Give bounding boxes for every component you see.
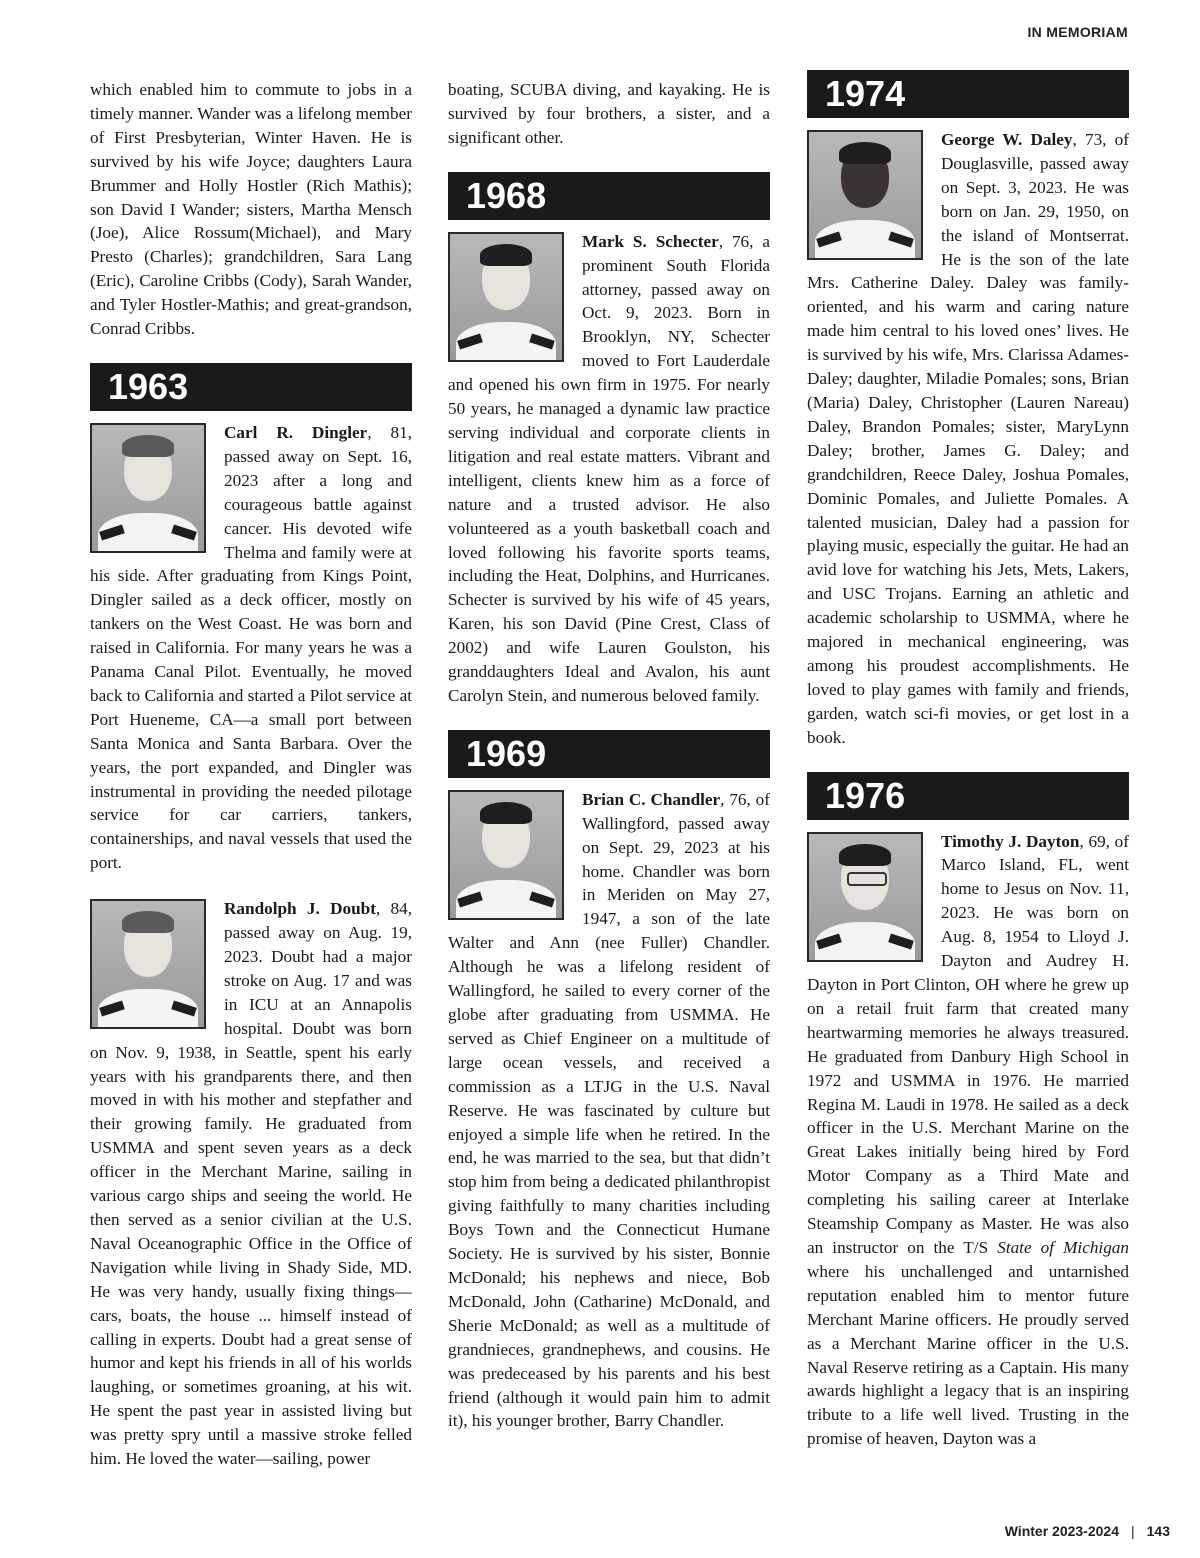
obituary-dayton — [807, 830, 1129, 1452]
obituary-name: Carl R. Dingler — [224, 422, 368, 442]
continued-obituary-text: boating, SCUBA diving, and kayaking. He is survived by four brothers, a sister, and a significant other. — [448, 80, 770, 147]
class-year-1974: 1974 — [807, 70, 1129, 118]
obituary-body: , 76, of Wallingford, passed away on Sept. 29, 2023 at his home. Chandler was born in Meriden on May 27, 1947, a son of the late Walter and Ann (nee Fuller) Chandler. Although he was a lifelong resident of Wallingford, he sailed to every corner of the globe after graduating from USMMA. He served as Chief Engineer on a multitude of large ocean vessels, and received a commission as a LTJG in the U.S. Naval Reserve. He was fascinated by culture but enjoyed a simple life when he retired. In the end, he was married to the sea, but that didn’t stop him from being a dedicated philanthropist giving faithfully to many charities including Boys Town and the Connecticut Humane Society. He is survived by his sister, Bonnie McDonald; his nephews and niece, Bob McDonald, John (Catharine) McDonald, and Sherie McDonald; as well as a multitude of grandnieces, grandnephews, and cousins. He was predeceased by his parents and his best friend (although it would pain him to admit it), his younger brother, Barry Chandler. — [448, 789, 770, 1431]
class-year-1976: 1976 — [807, 772, 1129, 820]
obituary-schecter — [448, 230, 770, 708]
class-year-1963: 1963 — [90, 363, 412, 411]
obituary-name: Mark S. Schecter — [582, 231, 719, 251]
obituary-daley — [807, 128, 1129, 750]
footer-separator: | — [1131, 1523, 1135, 1539]
obituary-chandler — [448, 788, 770, 1433]
continued-obituary-text: which enabled him to commute to jobs in a timely manner. Wander was a lifelong member of First Presbyterian, Winter Haven. He is survived by his wife Joyce; daughters Laura Brummer and Holly Hostler (Rich Mathis); son David I Wander; sisters, Martha Mensch (Joe), Alice Rossum(Michael), and Mary Presto (Charles); grandchildren, Sara Lang (Eric), Caroline Cribbs (Cody), Sarah Wander, and Tyler Hostler-Mathis; and great-grandson, Conrad Cribbs. — [90, 80, 412, 339]
column-3 — [807, 70, 1129, 1451]
portrait-photo-chandler — [448, 790, 564, 920]
obituary-body: , 69, of Marco Island, FL, went home to Jesus on Nov. 11, 2023. He was born on Aug. 8, 1954 to Lloyd J. Dayton and Audrey H. Dayton in Port Clinton, OH where he grew up on a retail fruit farm that created many heartwarming memories he always treasured. He graduated from Danbury High School in 1972 and USMMA in 1976. He married Regina M. Laudi in 1978. He sailed as a deck officer in the U.S. Merchant Marine on the Great Lakes initially being hired by Ford Motor Company as a Third Mate and completing his sailing career at Interlake Steamship Company as Master. He was also an instructor on the T/S — [807, 831, 1129, 1257]
page-footer — [1005, 1523, 1170, 1539]
portrait-photo-dingler — [90, 423, 206, 553]
portrait-photo-doubt — [90, 899, 206, 1029]
issue-label: Winter 2023-2024 — [1004, 1523, 1119, 1539]
obituary-name: Timothy J. Dayton — [941, 831, 1080, 851]
obituary-doubt — [90, 897, 412, 1471]
section-header: IN MEMORIAM — [1027, 24, 1128, 40]
portrait-photo-schecter — [448, 232, 564, 362]
column-2 — [448, 78, 770, 1433]
obituary-body: , 84, passed away on Aug. 19, 2023. Doubt had a major stroke on Aug. 17 and was in ICU at an Annapolis hospital. Doubt was born on Nov. 9, 1938, in Seattle, spent his early years with his grandparents there, and then moved in with his mother and stepfather and their growing family. He graduated from USMMA and spent seven years as a deck officer in the Merchant Marine, sailing in various cargo ships and seeing the world. He then served as a senior civilian at the U.S. Naval Oceanographic Office in the Office of Navigation while living in Shady Side, MD. He was very handy, usually fixing things—cars, boats, the house ... himself instead of calling in experts. Doubt had a great sense of humor and kept his friends in all of his worlds laughing, or sometimes groaning, at his wit. He spent the past year in assisted living but was pretty spry until a massive stroke felled him. He loved the water—sailing, power — [90, 899, 412, 1469]
ship-name: State of Michigan — [997, 1237, 1129, 1257]
portrait-photo-dayton — [807, 832, 923, 962]
page-number: 143 — [1146, 1523, 1170, 1539]
obituary-name: George W. Daley — [941, 130, 1073, 149]
class-year-1969: 1969 — [448, 730, 770, 778]
obituary-body: , 81, passed away on Sept. 16, 2023 after a long and courageous battle against cancer. His devoted wife Thelma and family were at his side. After graduating from Kings Point, Dingler sailed as a deck officer, mostly on tankers on the West Coast. He was born and raised in California. For many years he was a Panama Canal Pilot. Eventually, he moved back to California and started a Pilot service at Port Hueneme, CA—a small port between Santa Monica and Santa Barbara. Over the years, the port expanded, and Dingler was instrumental in providing the needed pilotage service for car carriers, tankers, containerships, and naval vessels that used the port. — [90, 422, 412, 873]
obituary-body-continued: where his unchallenged and untarnished reputation enabled him to mentor future Merchant Marine officers. He proudly served as a Merchant Marine officer in the U.S. Naval Reserve retiring as a Captain. His many awards highlight a legacy that is an inspiring tribute to a life well lived. Trusting in the promise of heaven, Dayton was a — [807, 1261, 1129, 1449]
obituary-body: , 76, a prominent South Florida attorney, passed away on Oct. 9, 2023. Born in Brooklyn, NY, Schecter moved to Fort Lauderdale and opened his own firm in 1975. For nearly 50 years, he managed a dynamic law practice serving individual and corporate clients in litigation and real estate matters. Vibrant and intelligent, clients knew him as a force of nature and a trusted advisor. He also volunteered as a youth basketball coach and loved following his favorite sports teams, including the Heat, Dolphins, and Hurricanes. Schecter is survived by his wife of 45 years, Karen, his son David (Pine Crest, Class of 2002) and wife Lauren Goulston, his granddaughters Ideal and Avalon, his aunt Carolyn Stein, and numerous beloved family. — [448, 231, 770, 705]
column-1 — [90, 78, 412, 1471]
portrait-photo-daley — [807, 130, 923, 260]
class-year-1968: 1968 — [448, 172, 770, 220]
obituary-name: Brian C. Chandler — [582, 789, 721, 809]
obituary-dingler — [90, 421, 412, 875]
obituary-body: , 73, of Douglasville, passed away on Sept. 3, 2023. He was born on Jan. 29, 1950, on the island of Montserrat. He is the son of the late Mrs. Catherine Daley. Daley was family-oriented, and his warm and caring nature made him central to his loved ones’ lives. He is survived by his wife, Mrs. Clarissa Adames-Daley; daughter, Miladie Pomales; sons, Brian (Maria) Daley, Christopher (Lauren Nareau) Daley, Brandon Pomales; sister, MaryLynn Daley; brother, James G. Daley; and grandchildren, Reece Daley, Joshua Pomales, Dominic Pomales, and Juliette Pomales. A talented musician, Daley had a passion for playing music, especially the guitar. He had an avid love for watching his Jets, Mets, Lakers, and USC Trojans. Earning an athletic and academic scholarship to USMMA, where he majored in mechanical engineering, was among his proudest accomplishments. He loved to play games with family and friends, garden, watch sci-fi movies, or get lost in a book. — [807, 130, 1129, 747]
obituary-name: Randolph J. Doubt — [224, 899, 376, 919]
